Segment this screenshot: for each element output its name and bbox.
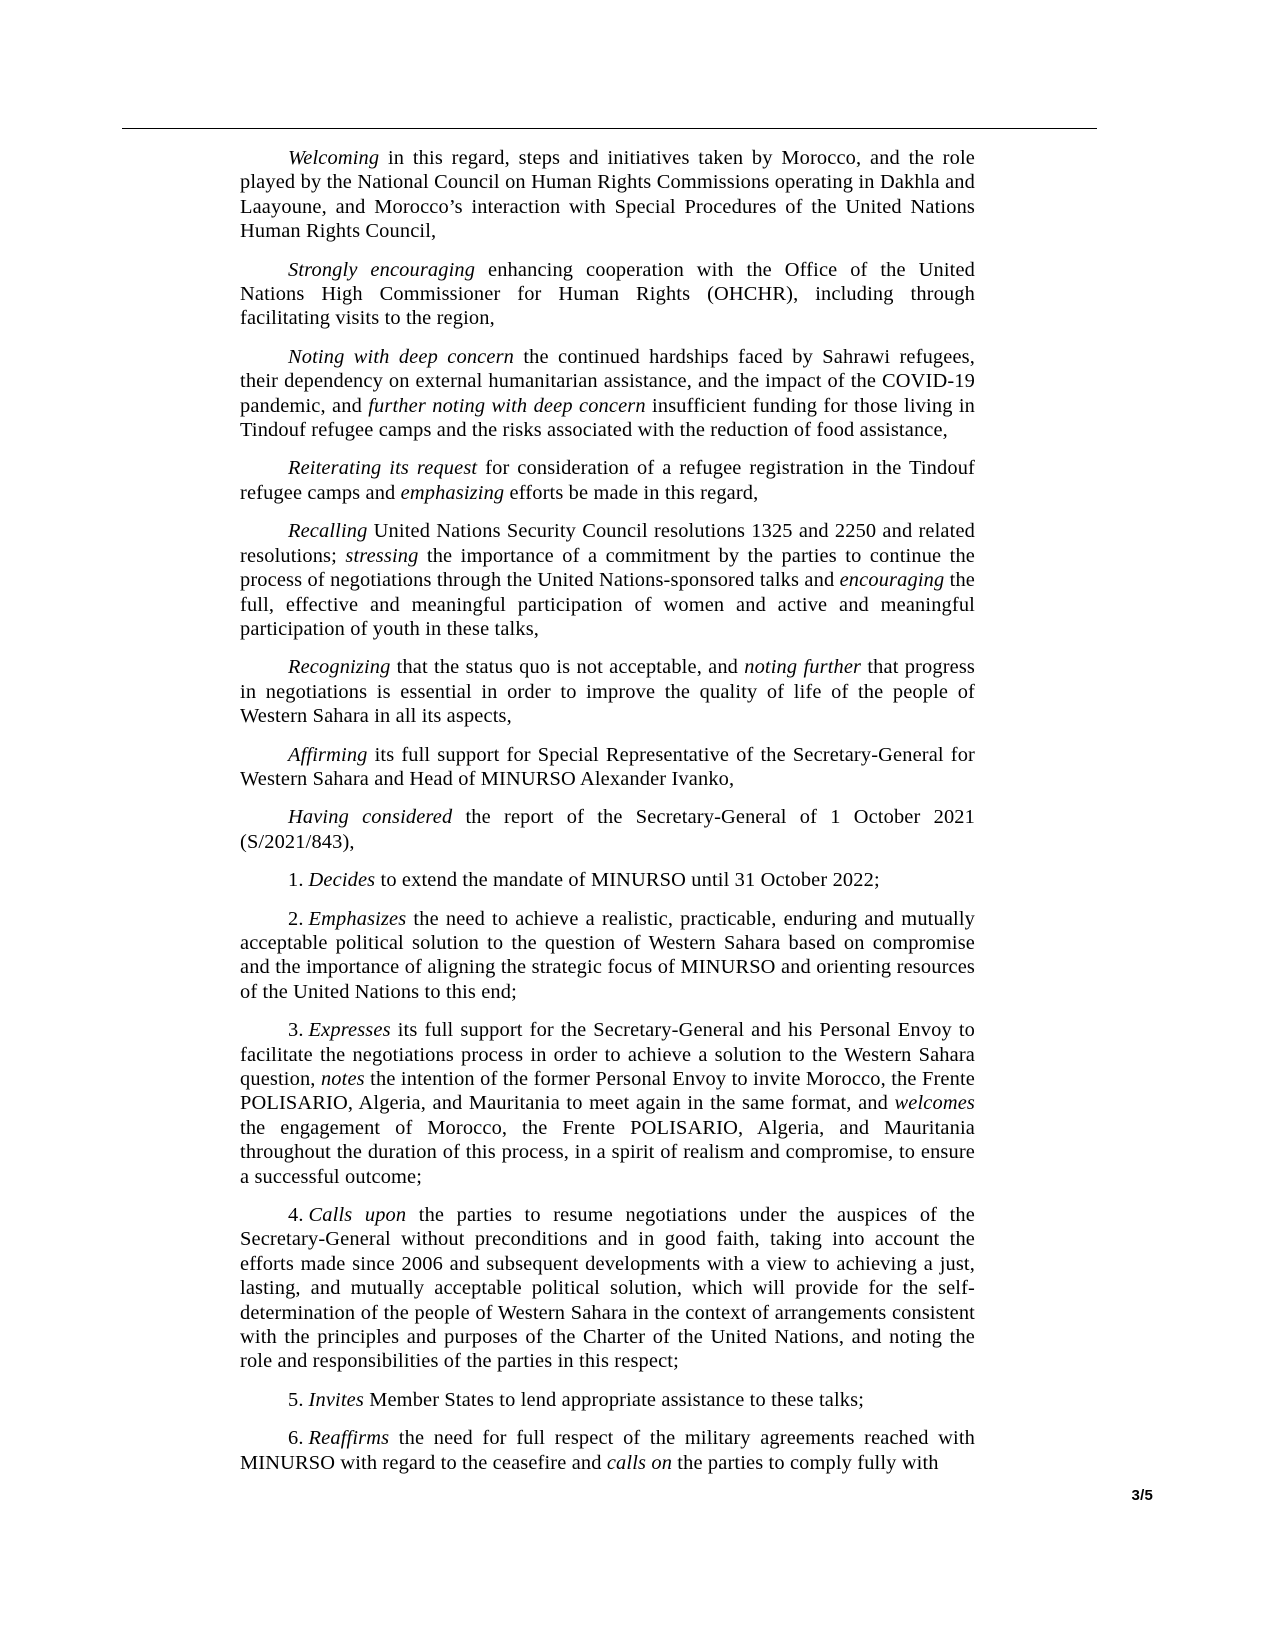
paragraph-number: 2.	[288, 907, 304, 930]
operative-paragraph-3	[240, 1018, 975, 1189]
operative-paragraph-2	[240, 907, 975, 1005]
paragraph-text: its full support for Special Representative of the Secretary-General for Western Sahara and Head of MINURSO Alexander Ivanko,	[240, 743, 975, 790]
paragraph-having-considered	[240, 805, 975, 854]
italic-lead-phrase: Reaffirms	[308, 1427, 390, 1450]
paragraph-text: its full support for the Secretary-General and his Personal Envoy to facilitate the negotiations process in order to achieve a solution to the Western Sahara question,	[240, 1019, 975, 1090]
italic-lead-phrase: encouraging	[839, 569, 945, 592]
italic-lead-phrase: notes	[320, 1068, 365, 1090]
paragraph-recognizing	[240, 655, 975, 728]
italic-lead-phrase: Recognizing	[288, 656, 391, 679]
italic-lead-phrase: emphasizing	[400, 481, 505, 504]
page-number: 3/5	[1131, 1487, 1153, 1504]
paragraph-text: efforts be made in this regard,	[504, 481, 759, 504]
italic-lead-phrase: Recalling	[288, 520, 368, 543]
paragraph-text: the need to achieve a realistic, practicable, enduring and mutually acceptable political solution to the question of Western Sahara based on compromise and the importance of aligning the strategic focus of MINURSO and orienting resources of the United Nations to this end;	[240, 907, 975, 1003]
italic-lead-phrase: noting further	[744, 656, 862, 679]
paragraph-text: insufficient funding for those living in Tindouf refugee camps and the risks associated with the reduction of food assistance,	[240, 394, 976, 442]
document-text-body	[240, 146, 975, 1489]
paragraph-text: the continued hardships faced by Sahrawi refugees, their dependency on external humanitarian assistance, and the impact of the COVID-19 pandemic, and	[240, 345, 975, 417]
operative-paragraph-6	[240, 1426, 975, 1475]
italic-lead-phrase: stressing	[345, 544, 419, 567]
italic-lead-phrase: Reiterating its request	[288, 457, 478, 480]
header-rule	[122, 128, 1097, 129]
paragraph-number: 4.	[288, 1204, 304, 1227]
paragraph-text: the parties to comply fully with	[672, 1451, 939, 1474]
italic-lead-phrase: Strongly encouraging	[288, 258, 476, 281]
paragraph-affirming	[240, 743, 975, 792]
paragraph-text: the importance of a commitment by the parties to continue the process of negotiations through the United Nations-sponsored talks and	[240, 544, 976, 592]
paragraph-number: 5.	[288, 1388, 304, 1411]
italic-lead-phrase: Noting with deep concern	[288, 345, 514, 368]
italic-lead-phrase: Decides	[308, 869, 376, 892]
paragraph-text: in this regard, steps and initiatives taken by Morocco, and the role played by the National Council on Human Rights Commissions operating in Dakhla and Laayoune, and Morocco’s interaction with Special Procedures of the United Nations Human Rights Council,	[240, 147, 975, 243]
italic-lead-phrase: Having considered	[288, 806, 453, 829]
paragraph-text: the intention of the former Personal Envoy to invite Morocco, the Frente POLISARIO, Algeria, and Mauritania to meet again in the same format, and	[240, 1068, 975, 1115]
operative-paragraph-5	[240, 1388, 975, 1412]
italic-lead-phrase: Calls upon	[308, 1204, 407, 1227]
operative-paragraph-4	[240, 1203, 975, 1374]
paragraph-text: the need for full respect of the military agreements reached with MINURSO with regard to the ceasefire and	[240, 1427, 975, 1474]
italic-lead-phrase: welcomes	[894, 1092, 975, 1115]
italic-lead-phrase: Expresses	[308, 1019, 391, 1042]
paragraph-text: the report of the Secretary-General of 1 October 2021 (S/2021/843),	[240, 806, 975, 853]
paragraph-text: that the status quo is not acceptable, and	[390, 656, 745, 679]
paragraph-text: enhancing cooperation with the Office of the United Nations High Commissioner for Human Rights (OHCHR), including through facilitating visits to the region,	[240, 258, 975, 330]
paragraph-number: 6.	[288, 1427, 304, 1450]
italic-lead-phrase: Affirming	[288, 743, 368, 766]
paragraph-number: 1.	[288, 869, 304, 892]
paragraph-text: the full, effective and meaningful participation of women and active and meaningful participation of youth in these talks,	[240, 569, 975, 640]
paragraph-text: for consideration of a refugee registration in the Tindouf refugee camps and	[240, 457, 975, 504]
paragraph-recalling	[240, 519, 975, 641]
paragraph-text: that progress in negotiations is essential in order to improve the quality of life of the people of Western Sahara in all its aspects,	[240, 656, 976, 728]
italic-lead-phrase: further noting with deep concern	[368, 394, 646, 417]
italic-lead-phrase: Welcoming	[288, 147, 380, 169]
italic-lead-phrase: Emphasizes	[308, 907, 407, 930]
paragraph-reiterating-its-request	[240, 456, 975, 505]
operative-paragraph-1	[240, 868, 975, 892]
paragraph-text: to extend the mandate of MINURSO until 31 October 2022;	[375, 869, 880, 892]
paragraph-number: 3.	[288, 1019, 304, 1042]
paragraph-strongly-encouraging	[240, 258, 975, 331]
paragraph-text: United Nations Security Council resolutions 1325 and 2250 and related resolutions;	[240, 520, 975, 567]
paragraph-text: Member States to lend appropriate assistance to these talks;	[363, 1388, 865, 1411]
italic-lead-phrase: Invites	[308, 1388, 364, 1411]
paragraph-text: the parties to resume negotiations under the auspices of the Secretary-General without preconditions and in good faith, taking into account the efforts made since 2006 and subsequent developments with a view to achieving a just, lasting, and mutually acceptable political solution, which will provide for the self-determination of the people of Western Sahara in the context of arrangements consistent with the principles and purposes of the Charter of the United Nations, and noting the role and responsibilities of the parties in this respect;	[240, 1204, 975, 1373]
paragraph-text: the engagement of Morocco, the Frente POLISARIO, Algeria, and Mauritania throughout the duration of this process, in a spirit of realism and compromise, to ensure a successful outcome;	[240, 1116, 975, 1188]
paragraph-noting-with-deep-concern	[240, 345, 975, 443]
italic-lead-phrase: calls on	[606, 1451, 673, 1474]
paragraph-welcoming	[240, 146, 975, 244]
